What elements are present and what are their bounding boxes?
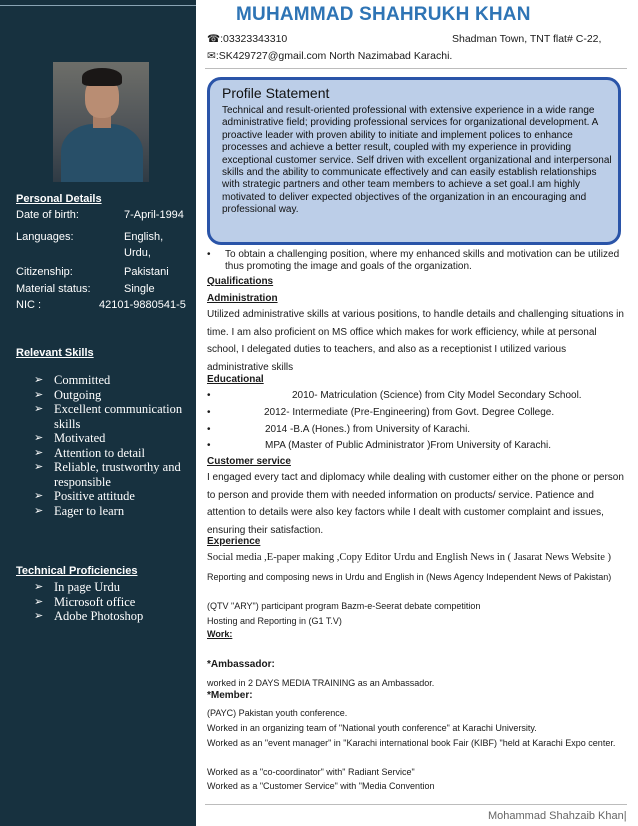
skills-list <box>16 373 186 518</box>
bullet-dot: • <box>207 249 211 260</box>
customer-service-text: I engaged every tact and diplomacy while dealing with customer either on the phone or person to person and provide them with needed information on products/ service. Patience and attention to details were also key factors while I dealt with customer complaint and issues, ensuring their satisfaction. <box>207 472 624 536</box>
administration-heading: Administration <box>207 293 278 304</box>
qualifications-heading: Qualifications <box>207 276 274 287</box>
personal-details-heading: Personal Details <box>16 193 102 205</box>
email-line <box>207 50 452 62</box>
experience-entry: Reporting and composing news in Urdu and English in (News Agency Independent News of Pakistan) <box>207 572 612 582</box>
experience-entry: Hosting and Reporting in (G1 T.V) <box>207 616 342 626</box>
arrow-bullet-icon: ➢ <box>34 581 44 593</box>
member-entry: Worked as a "co-coordinator" with" Radiant Service" <box>207 767 415 777</box>
list-item: ➢ Reliable, trustworthy and responsible <box>34 460 181 489</box>
ambassador-heading: *Ambassador: <box>207 659 275 670</box>
sidebar-top-rule <box>0 5 196 6</box>
nic-label: NIC : <box>16 299 42 311</box>
experience-entry: (QTV "ARY") participant program Bazm-e-Seerat debate competition <box>207 601 481 611</box>
marital-status-value: Single <box>124 283 155 295</box>
work-heading: Work: <box>207 629 233 639</box>
list-item: ➢ Adobe Photoshop <box>34 609 144 623</box>
education-item: • 2010- Matriculation (Science) from City Model Secondary School. <box>207 390 582 401</box>
education-item: • MPA (Master of Public Administrator )From University of Karachi. <box>207 440 552 451</box>
educational-heading: Educational <box>207 374 264 385</box>
header-divider <box>205 68 627 69</box>
address-line: Shadman Town, TNT flat# C-22, <box>452 33 602 45</box>
envelope-icon: ✉ <box>207 50 216 62</box>
technical-proficiencies-heading: Technical Proficiencies <box>16 565 138 577</box>
member-entry: Worked as an "event manager" in "Karachi international book Fair (KIBF) "held at Karachi Expo center. <box>207 738 616 748</box>
list-item: ➢ Attention to detail <box>34 445 145 460</box>
candidate-name: MUHAMMAD SHAHRUKH KHAN <box>236 4 531 25</box>
arrow-bullet-icon: ➢ <box>34 595 44 608</box>
experience-line: Social media ,E-paper making ,Copy Editor Urdu and English News in ( Jasarat News Website ) <box>207 552 611 563</box>
list-item: ➢ Committed <box>34 373 111 387</box>
list-item: ➢ Motivated <box>34 431 106 445</box>
list-item: ➢ Outgoing <box>34 387 102 402</box>
arrow-bullet-icon: ➢ <box>34 504 44 517</box>
education-item: • 2012- Intermediate (Pre-Engineering) from Govt. Degree College. <box>207 407 555 418</box>
member-heading: *Member: <box>207 690 253 701</box>
profile-photo <box>53 62 149 182</box>
arrow-bullet-icon: ➢ <box>34 374 44 386</box>
arrow-bullet-icon: ➢ <box>34 403 44 415</box>
education-item: • 2014 -B.A (Hones.) from University of Karachi. <box>207 424 471 435</box>
languages-value-2: Urdu, <box>124 247 151 259</box>
ambassador-text: worked in 2 DAYS MEDIA TRAINING as an Ambassador. <box>207 678 435 688</box>
nic-value: 42101-9880541-5 <box>99 299 186 311</box>
arrow-bullet-icon: ➢ <box>34 432 44 444</box>
languages-value-1: English, <box>124 231 164 243</box>
sidebar <box>0 0 196 826</box>
marital-status-label: Material status: <box>16 283 91 295</box>
languages-label: Languages: <box>16 231 74 243</box>
dob-value: 7-April-1994 <box>124 209 184 221</box>
objective <box>207 249 625 273</box>
arrow-bullet-icon: ➢ <box>34 490 44 502</box>
email-address: :SK429727@gmail.com North Nazimabad Karachi. <box>215 50 453 62</box>
arrow-bullet-icon: ➢ <box>34 388 44 401</box>
customer-service-heading: Customer service <box>207 456 291 467</box>
citizenship-value: Pakistani <box>124 266 169 278</box>
arrow-bullet-icon: ➢ <box>34 446 44 459</box>
phone-icon: ☎ <box>207 33 221 45</box>
list-item: ➢ Microsoft office <box>34 594 136 609</box>
list-item: ➢ Positive attitude <box>34 489 135 503</box>
phone-number: :03323343310 <box>220 33 288 45</box>
arrow-bullet-icon: ➢ <box>34 461 44 473</box>
profile-text: Technical and result-oriented professional with extensive experience in a wide range administrative field; providing professional services for organizational development. A proactive leader with proven ability to initiate and implement polices to enhance processes and achieve a better result, coupled with my experience in providing exceptional customer service. Self driven with excellent organizational and interpersonal skills and the ability to communicate effectively and can easily establish relationships with strategic partners and other team members to achieve a set goal.I am highly motivated to deliver expected objectives of the organization in an encouraging and professional way. <box>222 105 612 216</box>
member-entry: Worked in an organizing team of "National youth conference" at Karachi University. <box>207 723 537 733</box>
member-entry: (PAYC) Pakistan youth conference. <box>207 708 348 718</box>
citizenship-label: Citizenship: <box>16 266 73 278</box>
administration-text: Utilized administrative skills at various positions, to handle details and challenging situations in time. I am also proficient on MS office which makes for work efficiency, while at personal school, I delegated duties to teachers, and also as a receptionist I utilized various administrative skills <box>207 309 624 373</box>
profile-statement-box <box>207 77 621 245</box>
footer-divider <box>205 804 627 805</box>
footer-name: Mohammad Shahzaib Khan| <box>488 810 627 822</box>
tech-list <box>16 580 186 624</box>
dob-label: Date of birth: <box>16 209 79 221</box>
experience-heading: Experience <box>207 536 261 547</box>
profile-title: Profile Statement <box>222 85 330 101</box>
phone-line <box>207 33 287 45</box>
member-entry: Worked as a "Customer Service" with "Media Convention <box>207 781 435 791</box>
arrow-bullet-icon: ➢ <box>34 610 44 622</box>
objective-text: To obtain a challenging position, where my enhanced skills and motivation can be utilized thus promoting the image and goals of the organization. <box>225 249 620 272</box>
list-item: ➢ Excellent communication skills <box>34 402 183 431</box>
relevant-skills-heading: Relevant Skills <box>16 347 94 359</box>
list-item: ➢ In page Urdu <box>34 580 120 594</box>
list-item: ➢ Eager to learn <box>34 503 125 518</box>
